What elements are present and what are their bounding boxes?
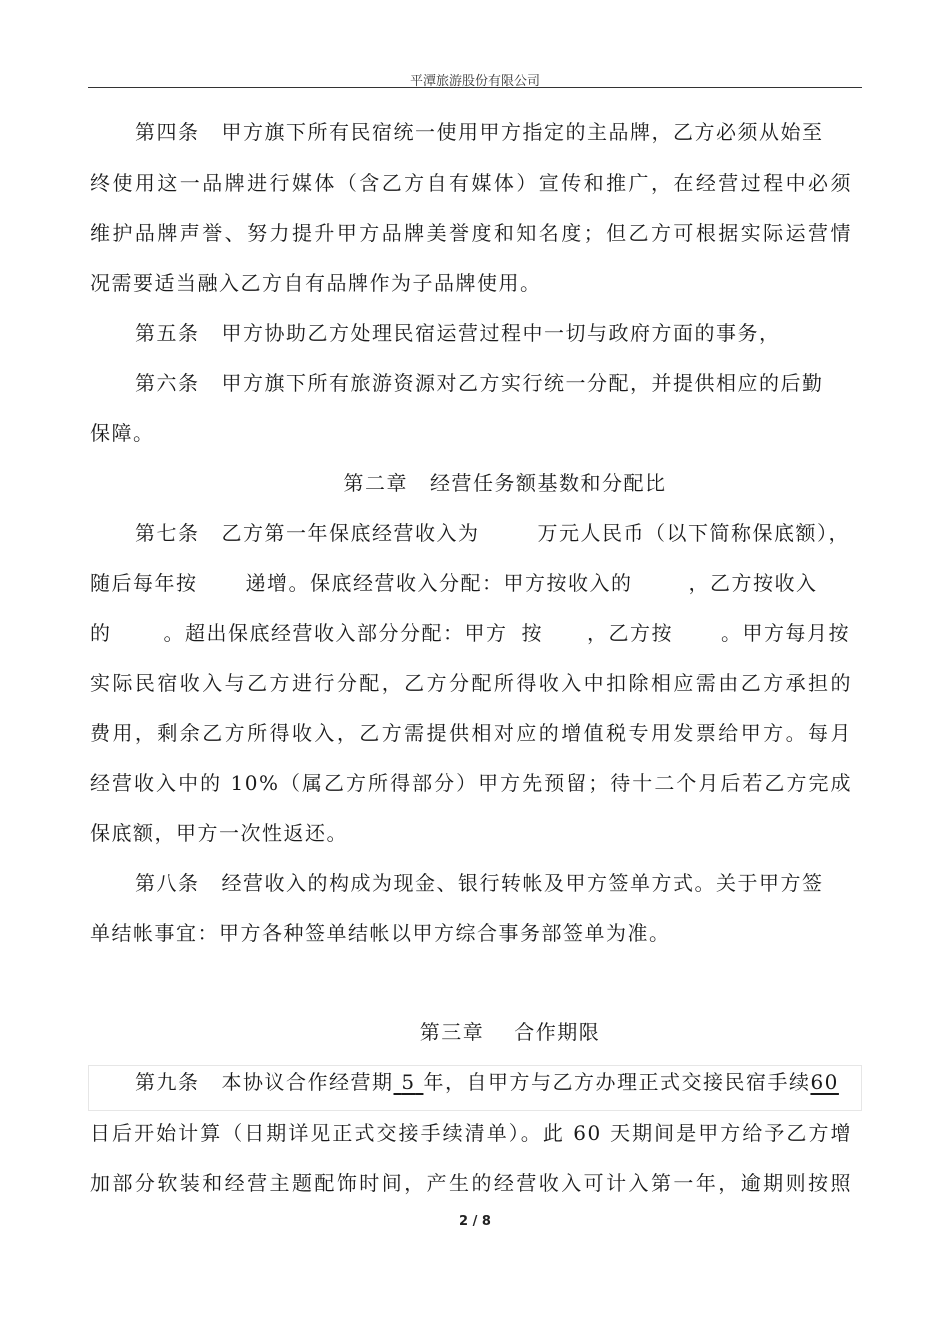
article-5-label: 第五条	[135, 321, 200, 345]
article-5-line-1	[135, 318, 852, 348]
article-7-text-3e: 。甲方每月按	[721, 621, 850, 645]
article-9-line-3: 加部分软装和经营主题配饰时间，产生的经营收入可计入第一年，逾期则按照	[90, 1171, 852, 1195]
chapter-2-number: 第二章	[343, 471, 408, 495]
article-7-text-1a: 乙方第一年保底经营收入为	[221, 521, 480, 545]
term-years-field	[394, 1070, 424, 1094]
article-7-line-7: 保底额，甲方一次性返还。	[90, 821, 348, 845]
article-5-text: 甲方协助乙方处理民宿运营过程中一切与政府方面的事务，	[221, 321, 781, 345]
article-6-line-1	[135, 368, 852, 398]
article-9-line-1	[135, 1067, 852, 1097]
chapter-3-title: 合作期限	[514, 1020, 601, 1044]
article-7-line-2	[90, 568, 852, 598]
article-6-text: 甲方旗下所有旅游资源对乙方实行统一分配，并提供相应的后勤	[221, 371, 824, 395]
article-7-line-4: 实际民宿收入与乙方进行分配，乙方分配所得收入中扣除相应需由乙方承担的	[90, 671, 852, 695]
article-7-line-3	[90, 618, 852, 648]
article-8-label: 第八条	[135, 871, 200, 895]
article-7-text-3d: ，乙方按	[587, 621, 673, 645]
article-7-text-2b: 递增。保底经营收入分配：甲方按收入的	[245, 571, 633, 595]
handover-days-value: 60	[810, 1070, 839, 1094]
article-4-line-2: 终使用这一品牌进行媒体（含乙方自有媒体）宣传和推广，在经营过程中必须	[90, 171, 852, 195]
article-7-line-1	[135, 518, 852, 548]
article-7-text-3c: 按	[521, 621, 543, 645]
article-7-text-2a: 随后每年按	[90, 571, 198, 595]
term-years-value: 5	[401, 1070, 416, 1094]
chapter-3-heading	[0, 1017, 950, 1047]
article-4-label: 第四条	[135, 120, 200, 144]
article-6-label: 第六条	[135, 371, 200, 395]
page-number: 2 / 8	[459, 1214, 491, 1229]
article-8-line-1	[135, 868, 852, 898]
article-9-label: 第九条	[135, 1070, 200, 1094]
article-4-text: 甲方旗下所有民宿统一使用甲方指定的主品牌，乙方必须从始至	[221, 120, 824, 144]
chapter-2-heading	[0, 468, 950, 498]
article-4-line-3: 维护品牌声誉、努力提升甲方品牌美誉度和知名度；但乙方可根据实际运营情	[90, 221, 852, 245]
article-9-text-1b: 年，自甲方与乙方办理正式交接民宿手续	[423, 1070, 811, 1094]
article-7-line-5: 费用，剩余乙方所得收入，乙方需提供相对应的增值税专用发票给甲方。每月	[90, 721, 852, 745]
article-9-text-1a: 本协议合作经营期	[221, 1070, 394, 1094]
article-8-line-2: 单结帐事宜：甲方各种签单结帐以甲方综合事务部签单为准。	[90, 921, 671, 945]
chapter-2-title: 经营任务额基数和分配比	[430, 471, 667, 495]
article-9-line-2: 日后开始计算（日期详见正式交接手续清单）。此 60 天期间是甲方给予乙方增	[90, 1121, 852, 1145]
article-7-line-6: 经营收入中的 10%（属乙方所得部分）甲方先预留；待十二个月后若乙方完成	[90, 771, 852, 795]
article-7-label: 第七条	[135, 521, 200, 545]
chapter-3-number: 第三章	[419, 1020, 485, 1044]
article-7-text-3a: 的	[90, 621, 112, 645]
article-4-line-4: 况需要适当融入乙方自有品牌作为子品牌使用。	[90, 271, 542, 295]
article-7-text-2c: ，乙方按收入	[688, 571, 818, 595]
article-8-text: 经营收入的构成为现金、银行转帐及甲方签单方式。关于甲方签	[221, 871, 824, 895]
header-divider	[88, 87, 862, 88]
page-header-company: 平潭旅游股份有限公司	[409, 74, 540, 89]
article-7-text-1b: 万元人民币（以下简称保底额），	[537, 521, 850, 545]
article-4-line-1	[135, 117, 852, 147]
article-6-line-2: 保障。	[90, 421, 155, 445]
article-7-text-3b: 。超出保底经营收入部分分配：甲方	[163, 621, 508, 645]
